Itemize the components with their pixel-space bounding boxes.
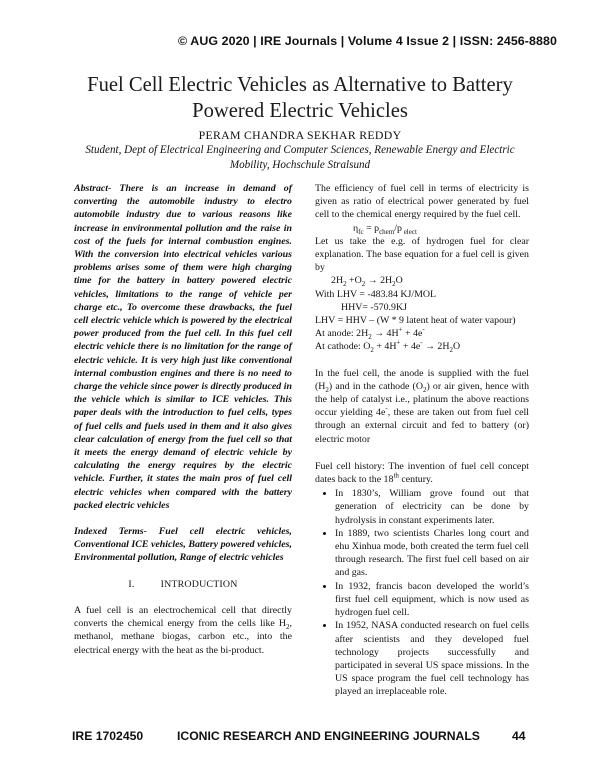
hhv-value: HHV= -570.9KJ xyxy=(341,301,407,313)
affiliation-line-2: Mobility, Hochschule Stralsund xyxy=(229,159,371,171)
base-reaction-equation: $2H_2 +O_2 \to 2H_2O$ xyxy=(331,275,403,289)
cathode-reaction: At cathode: $O_2 + 4H^+ + 4e^- \to 2H_2O$ xyxy=(315,339,461,355)
author-name: PERAM CHANDRA SEKHAR REDDY xyxy=(198,128,402,142)
history-list xyxy=(315,487,529,698)
journal-header: © AUG 2020 | IRE Journals | Volume 4 Issue 2 | ISSN: 2456-8880 xyxy=(177,34,557,48)
indexed-terms: Indexed Terms- Fuel cell electric vehicles, Conventional ICE vehicles, Battery powered vehicles, Environmental pollution, Range of electric vehicles xyxy=(74,526,292,564)
section-number: I. xyxy=(128,578,135,590)
list-item: • In 1952, NASA conducted research on fuel cells after scientists and they developed fuel technology projects successfully and participated in several US space missions. In the US space program the fuel cell technology has played an irreplaceable role. xyxy=(335,619,529,698)
affiliation-line-1: Student, Dept of Electrical Engineering and Computer Sciences, Renewable Energy and Electric xyxy=(85,144,515,156)
footer-page-number: 44 xyxy=(512,729,526,743)
list-item: • In 1889, two scientists Charles long court and ehu Xinhua mode, both created the term fuel cell through research. The first fuel cell based on air and gas. xyxy=(335,527,529,580)
author-affiliation xyxy=(80,143,520,173)
paper-title xyxy=(60,72,540,124)
right-column xyxy=(315,182,529,699)
fuel-cell-history-intro: Fuel cell history: The invention of fuel cell concept dates back to the 18th century. xyxy=(315,460,529,486)
introduction-paragraph: A fuel cell is an electrochemical cell that directly converts the chemical energy from the cells like $H_2$, methanol, methane biogas, carbon etc., into the electrical energy with the heat as the bi-product. xyxy=(74,604,292,656)
footer-paper-id: IRE 1702450 xyxy=(72,729,144,743)
lhv-value: With LHV = -483.84 KJ/MOL xyxy=(315,288,437,300)
left-column xyxy=(74,182,292,657)
efficiency-paragraph: The efficiency of fuel cell in terms of electricity is given as ratio of electrical power generated by fuel cell to the chemical energy required by the fuel cell. xyxy=(315,183,529,221)
section-heading-introduction xyxy=(74,578,292,591)
abstract: Abstract- There is an increase in demand of converting the automobile industry to electro automobile industry due to various reasons like increase in environmental pollution and the raise in cost of the fuels for internal combustion engines. With the conversion into electrical vehicles various problems arises some of them were high charging time for the battery in battery powered electric vehicles, limitations to the range of vehicle per charge etc., To overcome these drawbacks, the fuel cell electric vehicle which is powered by the electrical power produced from the fuel cell. In this fuel cell electric vehicle there is no limitation for the range of electric vehicle. It is very high just like conventional internal combustion engines and there is no need to charge the vehicle since power is directly produced in the vehicle which is similar to ICE vehicles. This paper deals with the introduction to fuel cells, types of fuel cells and fuels used in them and it also gives clear calculation of energy from the fuel cell so that it meets the energy demand of electric vehicle by calculating the energy requires by the electric vehicle. Further, it states the main pros of fuel cell electric vehicles when compared with the battery packed electric vehicles xyxy=(74,183,292,511)
fuel-cell-paragraph: In the fuel cell, the anode is supplied with the fuel $(H_2)$ and in the cathode $(O_2)$ or air given, hence with the help of catalyst i.e., platinum the above reactions occur yielding 4e-, these are taken out from fuel cell through an external circuit and fed to battery (or) electric motor xyxy=(315,367,530,445)
anode-reaction: At anode: $2H_2 \to 4H^+ + 4e^-$ xyxy=(315,325,425,342)
section-title: INTRODUCTION xyxy=(160,578,238,590)
hydrogen-example-paragraph: Let us take the e.g. of hydrogen fuel for clear explanation. The base equation for a fuel cell is given by xyxy=(315,235,529,274)
efficiency-equation: $\eta_{fc} = p_{chem}/p$ $_{elect}$ xyxy=(353,222,417,236)
paper-title-line-1: Fuel Cell Electric Vehicles as Alternative to Battery xyxy=(87,74,513,96)
paper-title-line-2: Powered Electric Vehicles xyxy=(192,100,408,122)
list-item: • In 1830’s, William grove found out that generation of electricity can be done by hydrolysis in constant experiments later. xyxy=(335,487,529,527)
lhv-formula: LHV = HHV – (W * 9 latent heat of water vapour) xyxy=(315,315,516,327)
list-item: • In 1932, francis bacon developed the world’s first fuel cell equipment, which is now used as hydrogen fuel cell. xyxy=(335,580,529,620)
footer-journal-name: ICONIC RESEARCH AND ENGINEERING JOURNALS xyxy=(177,729,480,743)
